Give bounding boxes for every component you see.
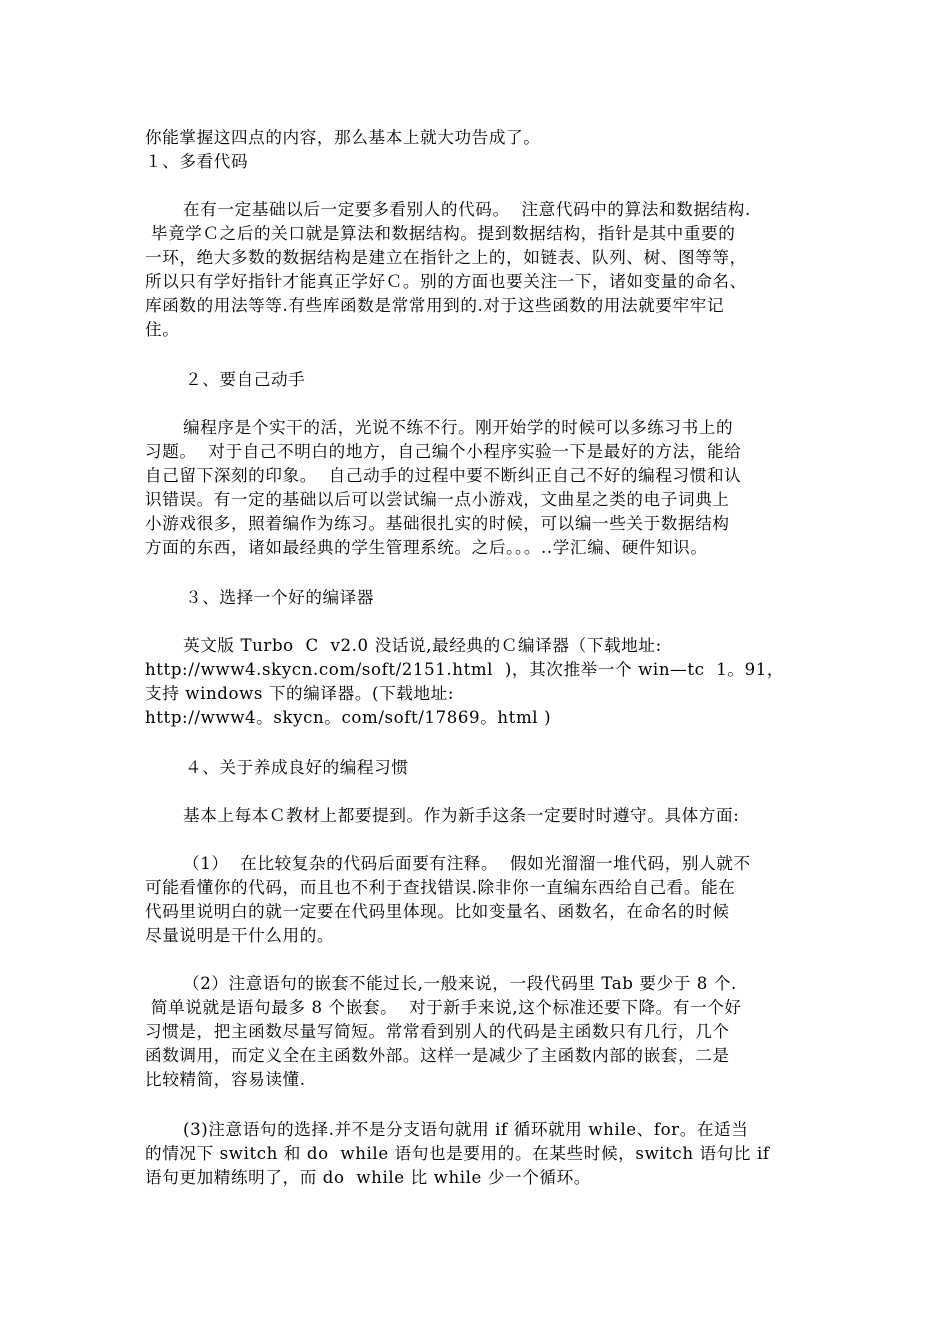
text-line: 识错误。有一定的基础以后可以尝试编一点小游戏，文曲星之类的电子词典上 xyxy=(145,490,730,509)
text-line: 支持 windows 下的编译器。(下载地址: xyxy=(145,684,455,703)
text-line: （2）注意语句的嵌套不能过长,一般来说，一段代码里 Tab 要少于 8 个. xyxy=(183,974,737,993)
text-line: 住。 xyxy=(145,320,180,339)
section-heading: １、多看代码 xyxy=(145,152,249,171)
text-line: 毕竟学Ｃ之后的关口就是算法和数据结构。提到数据结构，指针是其中重要的 xyxy=(145,224,736,243)
text-line: 可能看懂你的代码，而且也不利于查找错误.除非你一直编东西给自己看。能在 xyxy=(145,878,736,897)
text-line: 英文版 Turbo C v2.0 没话说,最经典的Ｃ编译器（下载地址: xyxy=(183,636,662,655)
url-line: http://www4。skycn。com/soft/17869。html ) xyxy=(145,708,552,727)
text-line: 你能掌握这四点的内容，那么基本上就大功告成了。 xyxy=(145,128,541,147)
text-line: 习题。 对于自己不明白的地方，自己编个小程序实验一下是最好的方法，能给 xyxy=(145,442,742,461)
text-line: 基本上每本Ｃ教材上都要提到。作为新手这条一定要时时遵守。具体方面: xyxy=(183,806,740,825)
section-heading: ３、选择一个好的编译器 xyxy=(185,588,375,607)
url-line: http://www4.skycn.com/soft/2151.html )，其次推举一个 win—tc 1。91， xyxy=(145,660,785,679)
text-line: 小游戏很多，照着编作为练习。基础很扎实的时候，可以编一些关于数据结构 xyxy=(145,514,730,533)
text-line: （1） 在比较复杂的代码后面要有注释。 假如光溜溜一堆代码，别人就不 xyxy=(183,854,751,873)
text-line: 所以只有学好指针才能真正学好Ｃ。别的方面也要关注一下，诸如变量的命名、 xyxy=(145,272,747,291)
section-heading: ２、要自己动手 xyxy=(185,370,306,389)
section-heading: ４、关于养成良好的编程习惯 xyxy=(185,758,409,777)
text-line: 自己留下深刻的印象。 自己动手的过程中要不断纠正自己不好的编程习惯和认 xyxy=(145,466,742,485)
text-line: 语句更加精练明了，而 do while 比 while 少一个循环。 xyxy=(145,1168,592,1187)
text-line: 在有一定基础以后一定要多看别人的代码。 注意代码中的算法和数据结构. xyxy=(183,200,751,219)
text-line: 方面的东西，诸如最经典的学生管理系统。之后。。。..学汇编、硬件知识。 xyxy=(145,538,708,557)
text-line: 函数调用，而定义全在主函数外部。这样一是减少了主函数内部的嵌套，二是 xyxy=(145,1046,730,1065)
text-line: 库函数的用法等等.有些库函数是常常用到的.对于这些函数的用法就要牢牢记 xyxy=(145,296,725,315)
text-line: 编程序是个实干的活，光说不练不行。刚开始学的时候可以多练习书上的 xyxy=(183,418,734,437)
text-line: 比较精简，容易读懂. xyxy=(145,1070,306,1089)
text-line: 习惯是，把主函数尽量写简短。常常看到别人的代码是主函数只有几行，几个 xyxy=(145,1022,730,1041)
text-line: (3)注意语句的选择.并不是分支语句就用 if 循环就用 while、for。在适当 xyxy=(183,1120,749,1139)
text-line: 尽量说明是干什么用的。 xyxy=(145,926,335,945)
text-line: 代码里说明白的就一定要在代码里体现。比如变量名、函数名，在命名的时候 xyxy=(145,902,730,921)
text-line: 的情况下 switch 和 do while 语句也是要用的。在某些时候，switch 语句比 if xyxy=(145,1144,770,1163)
text-line: 一环，绝大多数的数据结构是建立在指针之上的，如链表、队列、树、图等等， xyxy=(145,248,747,267)
text-line: 简单说就是语句最多 8 个嵌套。 对于新手来说,这个标准还要下降。有一个好 xyxy=(145,998,742,1017)
